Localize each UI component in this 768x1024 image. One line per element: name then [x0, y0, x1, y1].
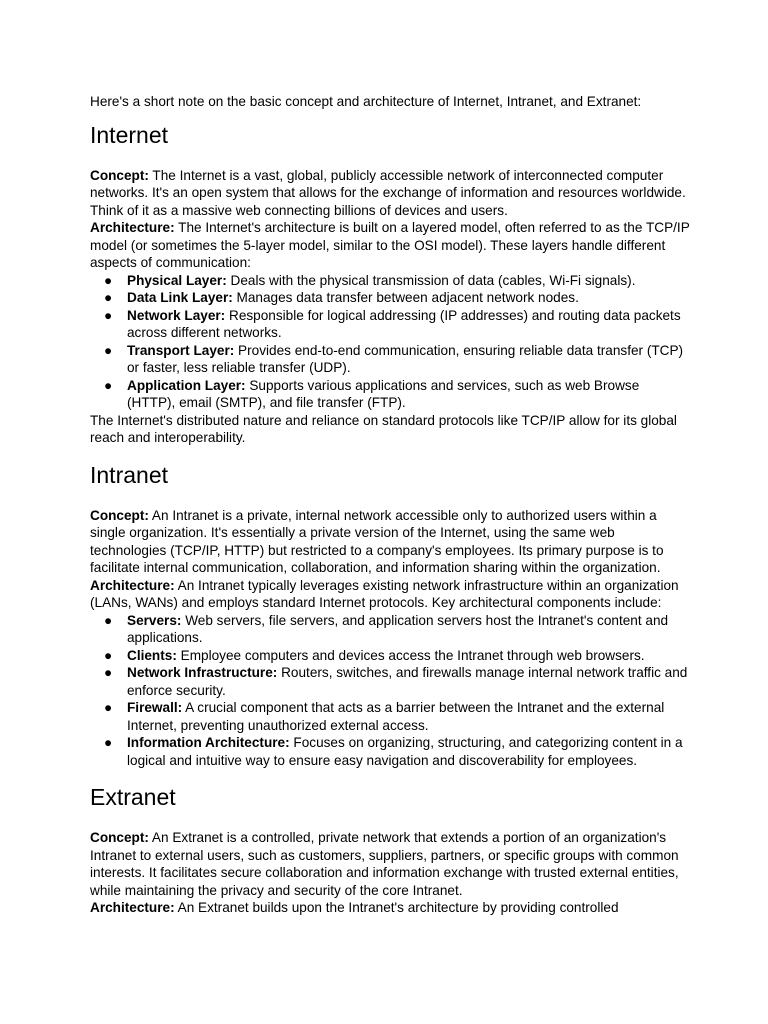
architecture-label: Architecture: — [90, 220, 175, 235]
architecture-paragraph — [90, 219, 690, 272]
bullet-icon: ● — [104, 342, 113, 358]
section-intranet — [90, 461, 690, 770]
concept-label: Concept: — [90, 507, 149, 523]
component-list — [90, 612, 690, 770]
list-item-label: Firewall: — [127, 700, 183, 715]
concept-label: Concept: — [90, 830, 149, 845]
list-item-label: Data Link Layer: — [127, 290, 233, 305]
list-item-text: A crucial component that acts as a barrier between the Intranet and the external Internet, preventing unauthorized external access. — [127, 700, 665, 733]
list-item-text: Employee computers and devices access the Intranet through web browsers. — [176, 647, 645, 663]
list-item-label: Transport Layer: — [127, 342, 235, 358]
list-item-label: Clients: — [127, 647, 177, 663]
list-item — [90, 307, 690, 342]
section-heading: Extranet — [90, 784, 176, 810]
list-item — [90, 664, 690, 699]
section-heading: Intranet — [90, 461, 168, 488]
bullet-icon: ● — [104, 307, 113, 323]
concept-text: An Extranet is a controlled, private network that extends a portion of an organization's Intranet to external users, such as customers, suppliers, partners, or specific groups with common interests. It facilitates secure collaboration and information exchange with trusted external entities, while maintaining the privacy and security of the core Intranet. — [90, 830, 679, 898]
layer-list — [90, 272, 690, 412]
list-item-label: Information Architecture: — [127, 735, 290, 750]
architecture-label: Architecture: — [90, 900, 175, 915]
intro-text: Here's a short note on the basic concept and architecture of Internet, Intranet, and Extranet: — [90, 94, 642, 109]
list-item-text: Deals with the physical transmission of data (cables, Wi-Fi signals). — [226, 272, 636, 288]
section-internet — [90, 121, 690, 447]
bullet-icon: ● — [104, 377, 113, 393]
architecture-text: The Internet's architecture is built on a layered model, often referred to as the TCP/IP model (or sometimes the 5-layer model, similar to the OSI model). These layers handle different aspects of communication: — [90, 220, 690, 270]
list-item — [90, 699, 690, 734]
bullet-icon: ● — [104, 290, 113, 305]
architecture-text: An Intranet typically leverages existing network infrastructure within an organization (LANs, WANs) and employs standard Internet protocols. Key architectural components include: — [90, 577, 679, 610]
concept-label: Concept: — [90, 167, 149, 183]
list-item-label: Network Infrastructure: — [127, 665, 278, 680]
concept-text: The Internet is a vast, global, publicly accessible network of interconnected computer networks. It's an open system that allows for the exchange of information and resources worldwide. Think of it as a massive web connecting billions of devices and users. — [90, 167, 686, 218]
bullet-icon: ● — [104, 612, 113, 628]
list-item — [90, 342, 690, 377]
concept-paragraph — [90, 507, 690, 577]
document-page — [90, 93, 690, 931]
list-item — [90, 289, 690, 307]
list-item-text: Web servers, file servers, and application servers host the Intranet's content and applications. — [127, 612, 669, 645]
list-item-text: Focuses on organizing, structuring, and categorizing content in a logical and intuitive way to ensure easy navigation and discoverability for employees. — [127, 735, 683, 768]
list-item — [90, 612, 690, 647]
list-item-text: Provides end-to-end communication, ensuring reliable data transfer (TCP) or faster, less reliable transfer (UDP). — [127, 342, 684, 375]
list-item-text: Supports various applications and services, such as web Browse (HTTP), email (SMTP), and file transfer (FTP). — [127, 377, 640, 410]
architecture-label: Architecture: — [90, 577, 175, 593]
list-item — [90, 377, 690, 412]
concept-paragraph — [90, 167, 690, 220]
architecture-text: An Extranet builds upon the Intranet's architecture by providing controlled — [174, 900, 619, 915]
section-extranet — [90, 783, 690, 917]
bullet-icon: ● — [104, 647, 113, 663]
list-item-text: Manages data transfer between adjacent network nodes. — [232, 290, 579, 305]
architecture-paragraph — [90, 899, 690, 917]
bullet-icon: ● — [104, 735, 113, 750]
list-item-label: Network Layer: — [127, 307, 226, 323]
bullet-icon: ● — [104, 700, 113, 715]
list-item — [90, 272, 690, 290]
section-heading: Internet — [90, 121, 168, 148]
list-item-text: Routers, switches, and firewalls manage internal network traffic and enforce security. — [127, 665, 688, 698]
list-item — [90, 647, 690, 665]
list-item-label: Physical Layer: — [127, 272, 227, 288]
bullet-icon: ● — [104, 665, 113, 680]
list-item-label: Servers: — [127, 612, 182, 628]
bullet-icon: ● — [104, 272, 113, 288]
list-item-label: Application Layer: — [127, 377, 246, 393]
concept-text: An Intranet is a private, internal network accessible only to authorized users within a single organization. It's essentially a private version of the Internet, using the same web technologies (TCP/IP, HTTP) but restricted to a company's employees. Its primary purpose is to facilitate internal communication, collaboration, and information sharing within the organization. — [90, 507, 664, 575]
concept-paragraph — [90, 829, 690, 899]
architecture-paragraph — [90, 577, 690, 612]
list-item — [90, 734, 690, 769]
list-item-text: Responsible for logical addressing (IP addresses) and routing data packets across different networks. — [127, 307, 681, 340]
closing-paragraph: The Internet's distributed nature and reliance on standard protocols like TCP/IP allow for its global reach and interoperability. — [90, 412, 677, 445]
